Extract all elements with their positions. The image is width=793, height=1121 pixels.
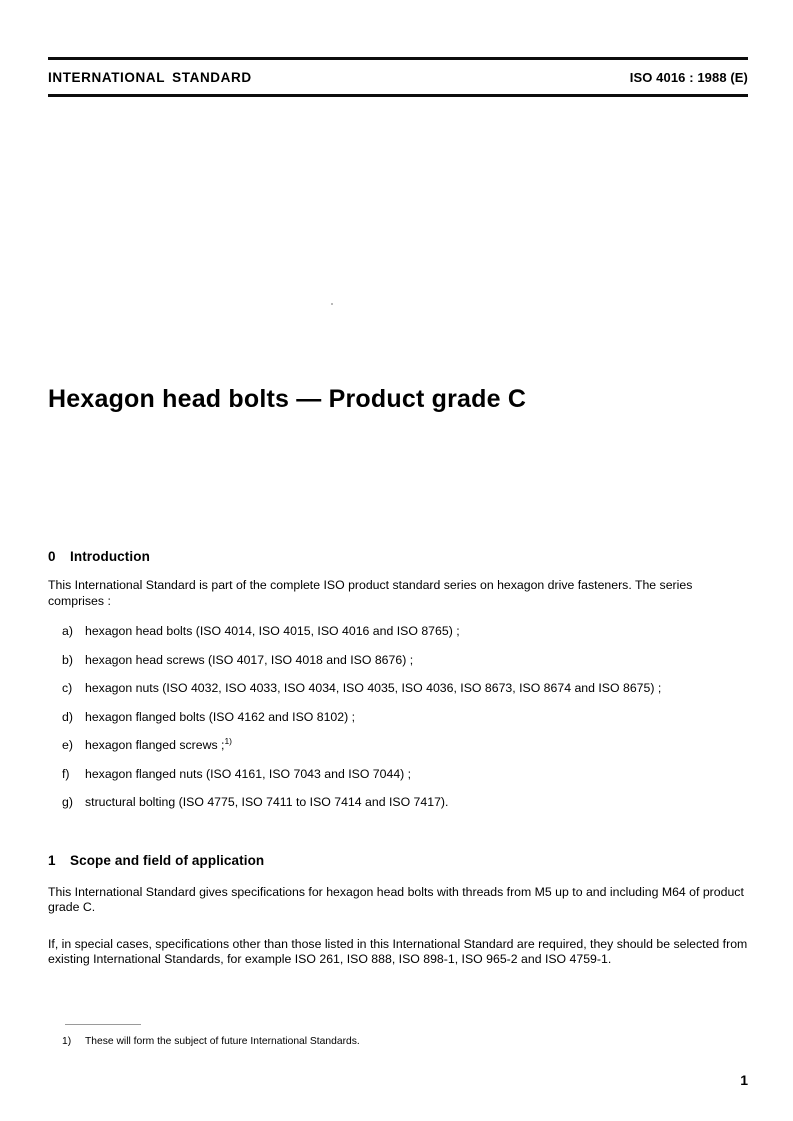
list-item: [48, 795, 748, 811]
list-item: [48, 735, 748, 754]
page-number: 1: [740, 1072, 748, 1088]
list-item-text: hexagon flanged screws ;: [85, 738, 225, 752]
list-item: [48, 710, 748, 726]
list-item-marker: f): [62, 766, 70, 781]
section-title-introduction: Introduction: [70, 549, 150, 564]
list-item-marker: g): [62, 795, 73, 809]
scope-paragraph-1: This International Standard gives specifications for hexagon head bolts with threads from M5 up to and including M64 of product grade C.: [48, 884, 744, 914]
list-item-marker: a): [62, 624, 73, 638]
footnote-marker: 1): [62, 1036, 72, 1047]
footnote-area: [48, 1024, 748, 1048]
footnote-reference: 1): [224, 735, 233, 746]
section-title-scope: Scope and field of application: [70, 852, 265, 868]
list-item-text: hexagon nuts (ISO 4032, ISO 4033, ISO 4034, ISO 4035, ISO 4036, ISO 8673, ISO 8674 and ISO 8675) ;: [85, 681, 662, 695]
scope-section: [48, 853, 748, 968]
introduction-series-list-wrapper: [48, 624, 748, 811]
header-standard-reference: ISO 4016 : 1988 (E): [629, 70, 748, 85]
introduction-series-list: [48, 624, 748, 811]
list-item-marker: e): [62, 738, 73, 752]
list-item-text: structural bolting (ISO 4775, ISO 7411 to ISO 7414 and ISO 7417).: [85, 795, 449, 809]
list-item-marker: c): [62, 681, 73, 695]
footnote-separator-rule: [65, 1024, 141, 1025]
section-number-introduction: 0: [48, 549, 56, 564]
list-item: [48, 653, 748, 669]
footnote-entry: [48, 1035, 748, 1048]
header-rule-bottom: [48, 94, 748, 97]
section-number-scope: 1: [48, 852, 56, 868]
footnote-text: These will form the subject of future International Standards.: [85, 1036, 360, 1047]
document-body: [48, 549, 748, 968]
list-item: [48, 624, 748, 640]
section-heading-introduction: [48, 549, 748, 564]
scan-artifact-speck: [331, 303, 333, 305]
page-header: [48, 57, 748, 97]
header-row: [48, 60, 748, 94]
list-item: [48, 767, 748, 783]
section-heading-scope: [48, 853, 748, 868]
list-item-text: hexagon flanged bolts (ISO 4162 and ISO 8102) ;: [85, 709, 356, 724]
list-item-marker: d): [62, 709, 73, 724]
introduction-lead-paragraph: This International Standard is part of the complete ISO product standard series on hexagon drive fasteners. The series comprises :: [48, 578, 693, 608]
header-standard-type: INTERNATIONAL STANDARD: [48, 70, 252, 85]
scope-paragraph-2: If, in special cases, specifications other than those listed in this International Standard are required, they should be selected from existing International Standards, for example ISO 261, ISO 888, ISO 898-1, ISO 965-2 and ISO 4759-1.: [48, 936, 748, 966]
list-item-marker: b): [62, 652, 73, 667]
page-title: Hexagon head bolts — Product grade C: [48, 384, 527, 413]
list-item-text: hexagon head bolts (ISO 4014, ISO 4015, ISO 4016 and ISO 8765) ;: [85, 624, 460, 638]
list-item-text: hexagon flanged nuts (ISO 4161, ISO 7043 and ISO 7044) ;: [85, 766, 412, 781]
list-item: [48, 681, 748, 697]
list-item-text: hexagon head screws (ISO 4017, ISO 4018 and ISO 8676) ;: [85, 652, 414, 667]
